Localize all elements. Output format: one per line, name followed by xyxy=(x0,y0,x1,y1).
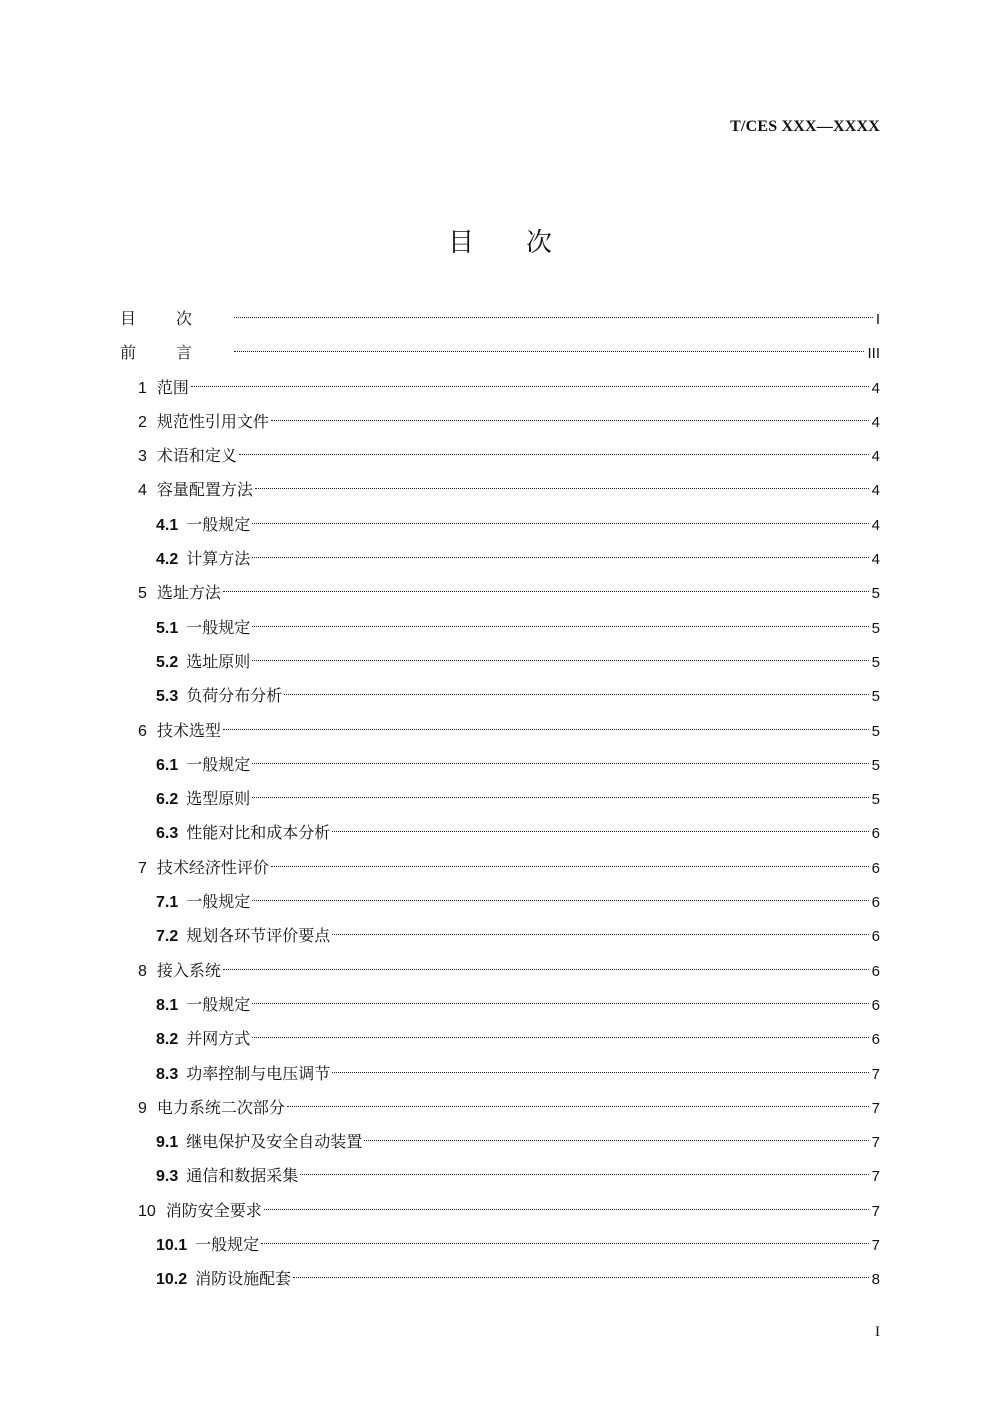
toc-page-number: 5 xyxy=(871,756,880,774)
toc-dot-leader xyxy=(239,454,869,455)
toc-dot-leader xyxy=(364,1140,868,1141)
toc-entry-label: 消防安全要求 xyxy=(165,1200,262,1220)
toc-dot-leader xyxy=(234,317,873,318)
toc-page-number: 7 xyxy=(871,1202,880,1220)
toc-entry[interactable] xyxy=(120,1125,880,1159)
toc-entry[interactable] xyxy=(120,782,880,816)
toc-entry-label: 负荷分布分析 xyxy=(186,686,283,706)
toc-entry-title xyxy=(156,508,250,543)
toc-entry-number: 8.1 xyxy=(156,996,179,1014)
toc-entry-title xyxy=(138,851,269,886)
toc-entry-label: 选型原则 xyxy=(186,789,251,809)
toc-page-number: 5 xyxy=(871,688,880,706)
toc-entry-title xyxy=(156,1022,250,1057)
toc-entry[interactable] xyxy=(120,1091,880,1125)
toc-dot-leader xyxy=(287,1106,869,1107)
toc-entry[interactable] xyxy=(120,645,880,679)
toc-page-number: 6 xyxy=(871,825,880,843)
toc-page-number: 5 xyxy=(871,585,880,603)
toc-page-number: 6 xyxy=(871,996,880,1014)
toc-entry-number: 4 xyxy=(138,482,147,500)
toc-entry-label: 功率控制与电压调节 xyxy=(186,1063,331,1083)
toc-entry[interactable] xyxy=(120,679,880,713)
toc-entry-title xyxy=(156,919,330,954)
toc-dot-leader xyxy=(332,934,868,935)
toc-entry[interactable] xyxy=(120,714,880,748)
toc-entry[interactable] xyxy=(120,611,880,645)
toc-entry[interactable] xyxy=(120,576,880,610)
toc-entry-number: 6.2 xyxy=(156,791,179,809)
toc-entry-title xyxy=(120,336,232,370)
toc-entry-label: 继电保护及安全自动装置 xyxy=(186,1132,363,1152)
toc-page-number: 5 xyxy=(871,791,880,809)
toc-entry[interactable] xyxy=(120,371,880,405)
toc-entry-title xyxy=(138,439,237,474)
toc-entry[interactable] xyxy=(120,1057,880,1091)
toc-entry-number: 7 xyxy=(138,859,147,877)
toc-entry-title xyxy=(138,473,253,508)
toc-entry[interactable] xyxy=(120,988,880,1022)
toc-dot-leader xyxy=(284,694,868,695)
toc-entry-label: 选址原则 xyxy=(186,651,251,671)
toc-page-number: III xyxy=(867,345,880,363)
toc-entry[interactable] xyxy=(120,1159,880,1193)
toc-entry-title xyxy=(138,1194,262,1229)
toc-entry-label: 技术选型 xyxy=(156,720,221,740)
toc-page-number: 4 xyxy=(871,448,880,466)
toc-entry-title xyxy=(120,302,232,336)
toc-entry-number: 5.2 xyxy=(156,653,179,671)
toc-dot-leader xyxy=(300,1174,868,1175)
toc-entry-label: 规划各环节评价要点 xyxy=(186,926,331,946)
toc-entry-number: 4.2 xyxy=(156,551,179,569)
toc-page-number: 6 xyxy=(871,1031,880,1049)
toc-page-number: 6 xyxy=(871,928,880,946)
toc-entry-number: 6.1 xyxy=(156,756,179,774)
toc-entry-label: 电力系统二次部分 xyxy=(156,1097,285,1117)
toc-entry-label: 一般规定 xyxy=(186,892,251,912)
toc-entry-number: 1 xyxy=(138,379,147,397)
document-code: T/CES XXX—XXXX xyxy=(730,118,880,135)
toc-entry[interactable] xyxy=(120,542,880,576)
toc-page-number: 7 xyxy=(871,1134,880,1152)
toc-page-number: 6 xyxy=(871,962,880,980)
toc-entry-title xyxy=(138,714,221,749)
toc-dot-leader xyxy=(332,1072,868,1073)
toc-entry-title xyxy=(156,816,330,851)
toc-entry-label: 容量配置方法 xyxy=(156,480,253,500)
toc-dot-leader xyxy=(252,660,868,661)
toc-page-number: 5 xyxy=(871,653,880,671)
toc-entry[interactable] xyxy=(120,302,880,336)
toc-entry[interactable] xyxy=(120,1262,880,1296)
toc-entry-number: 2 xyxy=(138,413,147,431)
toc-entry-label: 一般规定 xyxy=(186,617,251,637)
toc-entry-number: 8 xyxy=(138,962,147,980)
toc-dot-leader xyxy=(271,866,869,867)
toc-page-number: 7 xyxy=(871,1065,880,1083)
toc-page-number: 5 xyxy=(871,619,880,637)
toc-page-number: 5 xyxy=(871,722,880,740)
toc-entry-number: 9 xyxy=(138,1099,147,1117)
toc-entry-title xyxy=(156,1262,291,1297)
toc-entry-label: 一般规定 xyxy=(186,514,251,534)
toc-entry-title xyxy=(156,1159,298,1194)
toc-entry-number: 5 xyxy=(138,585,147,603)
toc-dot-leader xyxy=(223,969,869,970)
toc-entry-label: 并网方式 xyxy=(186,1029,251,1049)
toc-dot-leader xyxy=(252,797,868,798)
toc-entry-title xyxy=(138,405,269,440)
toc-entry-number: 7.2 xyxy=(156,928,179,946)
toc-dot-leader xyxy=(223,729,869,730)
toc-entry-title xyxy=(138,954,221,989)
toc-entry[interactable] xyxy=(120,919,880,953)
toc-entry[interactable] xyxy=(120,405,880,439)
toc-dot-leader xyxy=(191,386,869,387)
toc-dot-leader xyxy=(252,1037,868,1038)
toc-entry-label: 一般规定 xyxy=(186,754,251,774)
toc-entry[interactable] xyxy=(120,508,880,542)
toc-entry-title xyxy=(156,885,250,920)
toc-page-number: 4 xyxy=(871,379,880,397)
toc-page-number: I xyxy=(875,311,880,328)
toc-entry-label: 计算方法 xyxy=(186,549,251,569)
toc-page-number: 8 xyxy=(871,1271,880,1289)
toc-dot-leader xyxy=(252,557,868,558)
toc-entry-label: 通信和数据采集 xyxy=(186,1166,299,1186)
toc-entry-number: 9.3 xyxy=(156,1168,179,1186)
toc-entry-number: 10.2 xyxy=(156,1271,188,1289)
toc-entry-number: 8.3 xyxy=(156,1065,179,1083)
toc-entry-label: 术语和定义 xyxy=(156,446,237,466)
toc-entry-title xyxy=(156,782,250,817)
toc-entry[interactable] xyxy=(120,1194,880,1228)
toc-entry-number: 5.3 xyxy=(156,688,179,706)
toc-dot-leader xyxy=(252,900,868,901)
toc-entry-number: 8.2 xyxy=(156,1031,179,1049)
toc-page-number: 4 xyxy=(871,516,880,534)
toc-entry-label: 前言 xyxy=(120,343,233,363)
toc-entry[interactable] xyxy=(120,851,880,885)
toc-page-number: 7 xyxy=(871,1168,880,1186)
toc-entry[interactable] xyxy=(120,748,880,782)
toc-dot-leader xyxy=(252,763,868,764)
toc-dot-leader xyxy=(293,1277,869,1278)
toc-entry[interactable] xyxy=(120,1022,880,1056)
toc-entry-label: 范围 xyxy=(156,377,189,397)
toc-dot-leader xyxy=(271,420,869,421)
toc-page-number: 4 xyxy=(871,551,880,569)
toc-page-number: 4 xyxy=(871,482,880,500)
toc-entry-label: 目次 xyxy=(120,309,233,328)
toc-entry-title xyxy=(156,1057,330,1092)
toc-entry-title xyxy=(156,611,250,646)
toc-dot-leader xyxy=(332,831,868,832)
toc-entry-label: 技术经济性评价 xyxy=(156,857,269,877)
toc-page-number: 4 xyxy=(871,413,880,431)
toc-entry-label: 性能对比和成本分析 xyxy=(186,823,331,843)
toc-dot-leader xyxy=(252,626,868,627)
toc-entry-number: 7.1 xyxy=(156,894,179,912)
toc-entry-label: 规范性引用文件 xyxy=(156,411,269,431)
toc-entry-title xyxy=(156,748,250,783)
toc-entry-number: 10 xyxy=(138,1202,156,1220)
toc-entry-number: 9.1 xyxy=(156,1134,179,1152)
toc-entry-label: 接入系统 xyxy=(156,960,221,980)
toc-dot-leader xyxy=(261,1243,869,1244)
toc-entry[interactable] xyxy=(120,954,880,988)
toc-dot-leader xyxy=(223,591,869,592)
toc-entry-title xyxy=(156,1125,362,1160)
toc-entry[interactable] xyxy=(120,885,880,919)
toc-entry-number: 6 xyxy=(138,722,147,740)
toc-entry-label: 一般规定 xyxy=(186,994,251,1014)
toc-page-number: 7 xyxy=(871,1099,880,1117)
toc-entry[interactable] xyxy=(120,1228,880,1262)
toc-dot-leader xyxy=(252,1003,868,1004)
toc-dot-leader xyxy=(264,1209,869,1210)
toc-entry[interactable] xyxy=(120,336,880,370)
toc-entry-title xyxy=(156,645,250,680)
toc-entry-number: 4.1 xyxy=(156,516,179,534)
toc-entry-number: 3 xyxy=(138,448,147,466)
toc-page-number: 6 xyxy=(871,894,880,912)
toc-entry-title xyxy=(156,988,250,1023)
toc-entry[interactable] xyxy=(120,439,880,473)
toc-dot-leader xyxy=(252,523,868,524)
toc-entry-title xyxy=(156,1228,259,1263)
table-of-contents xyxy=(120,302,880,1297)
toc-entry-number: 6.3 xyxy=(156,825,179,843)
toc-entry-title xyxy=(138,576,221,611)
toc-entry-label: 选址方法 xyxy=(156,583,221,603)
toc-entry-label: 一般规定 xyxy=(195,1235,260,1255)
toc-page-number: 6 xyxy=(871,859,880,877)
toc-entry-label: 消防设施配套 xyxy=(195,1269,292,1289)
toc-page-number: 7 xyxy=(871,1237,880,1255)
toc-entry-title xyxy=(156,542,250,577)
footer-page-number: I xyxy=(875,1324,880,1340)
toc-entry-number: 10.1 xyxy=(156,1237,188,1255)
toc-entry[interactable] xyxy=(120,473,880,507)
page-title: 目次 xyxy=(447,228,604,258)
toc-entry-title xyxy=(156,679,282,714)
toc-entry-title xyxy=(138,1091,285,1126)
toc-entry-title xyxy=(138,371,189,406)
toc-dot-leader xyxy=(255,488,869,489)
toc-entry[interactable] xyxy=(120,816,880,850)
toc-dot-leader xyxy=(234,351,864,352)
toc-entry-number: 5.1 xyxy=(156,619,179,637)
